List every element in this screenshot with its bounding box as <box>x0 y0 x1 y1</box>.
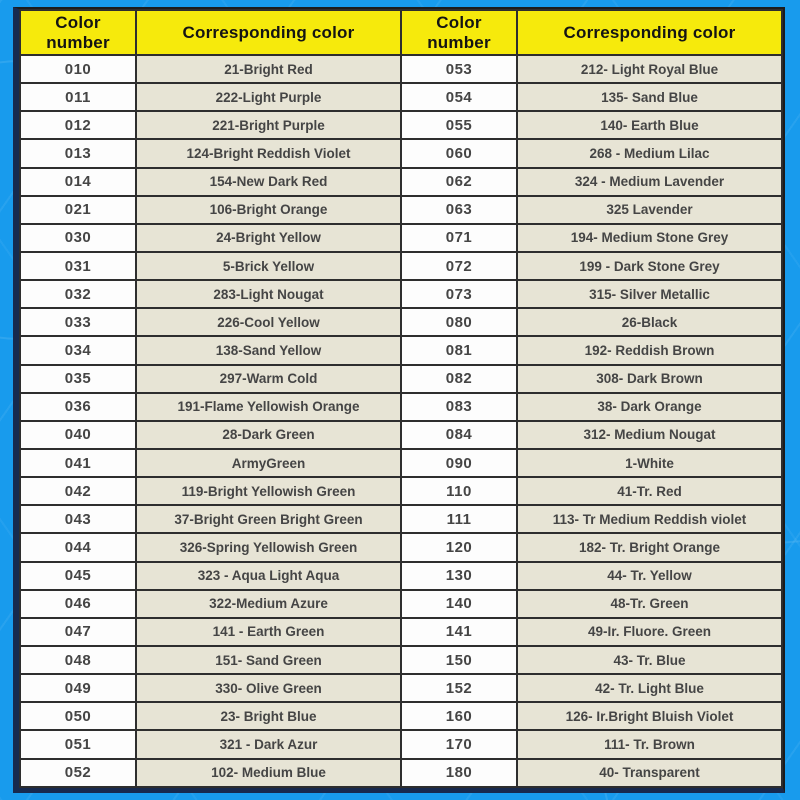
color-name-cell: ArmyGreen <box>136 449 401 477</box>
color-number-cell: 140 <box>401 590 517 618</box>
color-number-cell: 054 <box>401 83 517 111</box>
color-number-cell: 045 <box>20 562 136 590</box>
color-number-cell: 170 <box>401 730 517 758</box>
table-row <box>20 730 782 758</box>
color-name-cell: 322-Medium Azure <box>136 590 401 618</box>
color-number-cell: 050 <box>20 702 136 730</box>
color-name-cell: 321 - Dark Azur <box>136 730 401 758</box>
color-name-cell: 297-Warm Cold <box>136 365 401 393</box>
color-name-cell: 24-Bright Yellow <box>136 224 401 252</box>
table-row <box>20 168 782 196</box>
color-number-cell: 150 <box>401 646 517 674</box>
color-name-cell: 212- Light Royal Blue <box>517 55 782 83</box>
table-header-row <box>20 10 782 55</box>
color-number-cell: 090 <box>401 449 517 477</box>
color-number-cell: 052 <box>20 759 136 787</box>
color-name-cell: 325 Lavender <box>517 196 782 224</box>
color-name-cell: 42- Tr. Light Blue <box>517 674 782 702</box>
color-name-cell: 312- Medium Nougat <box>517 421 782 449</box>
table-row <box>20 702 782 730</box>
table-row <box>20 477 782 505</box>
color-name-cell: 113- Tr Medium Reddish violet <box>517 505 782 533</box>
color-number-cell: 048 <box>20 646 136 674</box>
color-name-cell: 191-Flame Yellowish Orange <box>136 393 401 421</box>
color-name-cell: 48-Tr. Green <box>517 590 782 618</box>
table-row <box>20 674 782 702</box>
color-name-cell: 126- Ir.Bright Bluish Violet <box>517 702 782 730</box>
table-row <box>20 533 782 561</box>
table-row <box>20 590 782 618</box>
color-number-cell: 110 <box>401 477 517 505</box>
color-name-cell: 140- Earth Blue <box>517 111 782 139</box>
table-row <box>20 646 782 674</box>
color-name-cell: 199 - Dark Stone Grey <box>517 252 782 280</box>
color-number-cell: 120 <box>401 533 517 561</box>
color-name-cell: 221-Bright Purple <box>136 111 401 139</box>
table-row <box>20 139 782 167</box>
color-number-cell: 152 <box>401 674 517 702</box>
color-number-cell: 141 <box>401 618 517 646</box>
color-number-cell: 036 <box>20 393 136 421</box>
table-row <box>20 252 782 280</box>
color-number-cell: 043 <box>20 505 136 533</box>
color-number-cell: 034 <box>20 336 136 364</box>
color-number-cell: 072 <box>401 252 517 280</box>
color-name-cell: 194- Medium Stone Grey <box>517 224 782 252</box>
table-row <box>20 55 782 83</box>
color-number-cell: 049 <box>20 674 136 702</box>
color-name-cell: 44- Tr. Yellow <box>517 562 782 590</box>
color-name-cell: 23- Bright Blue <box>136 702 401 730</box>
color-name-cell: 315- Silver Metallic <box>517 280 782 308</box>
color-number-cell: 083 <box>401 393 517 421</box>
color-number-cell: 080 <box>401 308 517 336</box>
color-name-cell: 151- Sand Green <box>136 646 401 674</box>
color-number-cell: 055 <box>401 111 517 139</box>
color-number-cell: 044 <box>20 533 136 561</box>
color-number-cell: 032 <box>20 280 136 308</box>
color-conversion-table-frame <box>13 7 785 793</box>
color-number-cell: 031 <box>20 252 136 280</box>
table-row <box>20 224 782 252</box>
table-row <box>20 505 782 533</box>
color-name-cell: 43- Tr. Blue <box>517 646 782 674</box>
color-number-cell: 014 <box>20 168 136 196</box>
header-color-number-left: Color number <box>20 10 136 55</box>
table-row <box>20 393 782 421</box>
table-row <box>20 759 782 787</box>
color-number-cell: 130 <box>401 562 517 590</box>
table-row <box>20 618 782 646</box>
color-number-cell: 180 <box>401 759 517 787</box>
table-row <box>20 196 782 224</box>
table-row <box>20 449 782 477</box>
table-row <box>20 562 782 590</box>
header-corresponding-color-right: Corresponding color <box>517 10 782 55</box>
color-name-cell: 324 - Medium Lavender <box>517 168 782 196</box>
color-name-cell: 41-Tr. Red <box>517 477 782 505</box>
color-name-cell: 182- Tr. Bright Orange <box>517 533 782 561</box>
header-corresponding-color-left: Corresponding color <box>136 10 401 55</box>
color-number-cell: 111 <box>401 505 517 533</box>
color-number-cell: 073 <box>401 280 517 308</box>
color-number-cell: 082 <box>401 365 517 393</box>
table-row <box>20 83 782 111</box>
color-number-cell: 084 <box>401 421 517 449</box>
color-number-cell: 010 <box>20 55 136 83</box>
color-name-cell: 119-Bright Yellowish Green <box>136 477 401 505</box>
color-number-cell: 012 <box>20 111 136 139</box>
color-number-cell: 060 <box>401 139 517 167</box>
color-name-cell: 330- Olive Green <box>136 674 401 702</box>
color-name-cell: 38- Dark Orange <box>517 393 782 421</box>
color-number-cell: 081 <box>401 336 517 364</box>
color-name-cell: 192- Reddish Brown <box>517 336 782 364</box>
table-body <box>20 55 782 787</box>
color-number-cell: 062 <box>401 168 517 196</box>
table-row <box>20 421 782 449</box>
table-row <box>20 111 782 139</box>
color-number-cell: 053 <box>401 55 517 83</box>
table-row <box>20 365 782 393</box>
color-number-cell: 160 <box>401 702 517 730</box>
color-name-cell: 154-New Dark Red <box>136 168 401 196</box>
color-number-cell: 030 <box>20 224 136 252</box>
color-name-cell: 37-Bright Green Bright Green <box>136 505 401 533</box>
color-number-cell: 033 <box>20 308 136 336</box>
color-number-cell: 035 <box>20 365 136 393</box>
color-number-cell: 021 <box>20 196 136 224</box>
color-name-cell: 111- Tr. Brown <box>517 730 782 758</box>
color-name-cell: 141 - Earth Green <box>136 618 401 646</box>
color-conversion-table <box>19 9 783 788</box>
color-name-cell: 1-White <box>517 449 782 477</box>
table-row <box>20 336 782 364</box>
color-name-cell: 124-Bright Reddish Violet <box>136 139 401 167</box>
color-number-cell: 013 <box>20 139 136 167</box>
color-number-cell: 041 <box>20 449 136 477</box>
color-number-cell: 011 <box>20 83 136 111</box>
color-name-cell: 5-Brick Yellow <box>136 252 401 280</box>
color-name-cell: 28-Dark Green <box>136 421 401 449</box>
color-name-cell: 21-Bright Red <box>136 55 401 83</box>
color-number-cell: 042 <box>20 477 136 505</box>
color-number-cell: 047 <box>20 618 136 646</box>
color-name-cell: 102- Medium Blue <box>136 759 401 787</box>
color-name-cell: 138-Sand Yellow <box>136 336 401 364</box>
color-name-cell: 326-Spring Yellowish Green <box>136 533 401 561</box>
color-name-cell: 222-Light Purple <box>136 83 401 111</box>
color-name-cell: 323 - Aqua Light Aqua <box>136 562 401 590</box>
table-row <box>20 308 782 336</box>
table-row <box>20 280 782 308</box>
color-number-cell: 063 <box>401 196 517 224</box>
color-number-cell: 046 <box>20 590 136 618</box>
color-name-cell: 106-Bright Orange <box>136 196 401 224</box>
color-name-cell: 135- Sand Blue <box>517 83 782 111</box>
color-name-cell: 26-Black <box>517 308 782 336</box>
color-name-cell: 49-Ir. Fluore. Green <box>517 618 782 646</box>
color-number-cell: 040 <box>20 421 136 449</box>
color-number-cell: 071 <box>401 224 517 252</box>
color-name-cell: 226-Cool Yellow <box>136 308 401 336</box>
color-name-cell: 268 - Medium Lilac <box>517 139 782 167</box>
header-color-number-right: Color number <box>401 10 517 55</box>
color-name-cell: 283-Light Nougat <box>136 280 401 308</box>
color-name-cell: 308- Dark Brown <box>517 365 782 393</box>
color-number-cell: 051 <box>20 730 136 758</box>
color-name-cell: 40- Transparent <box>517 759 782 787</box>
